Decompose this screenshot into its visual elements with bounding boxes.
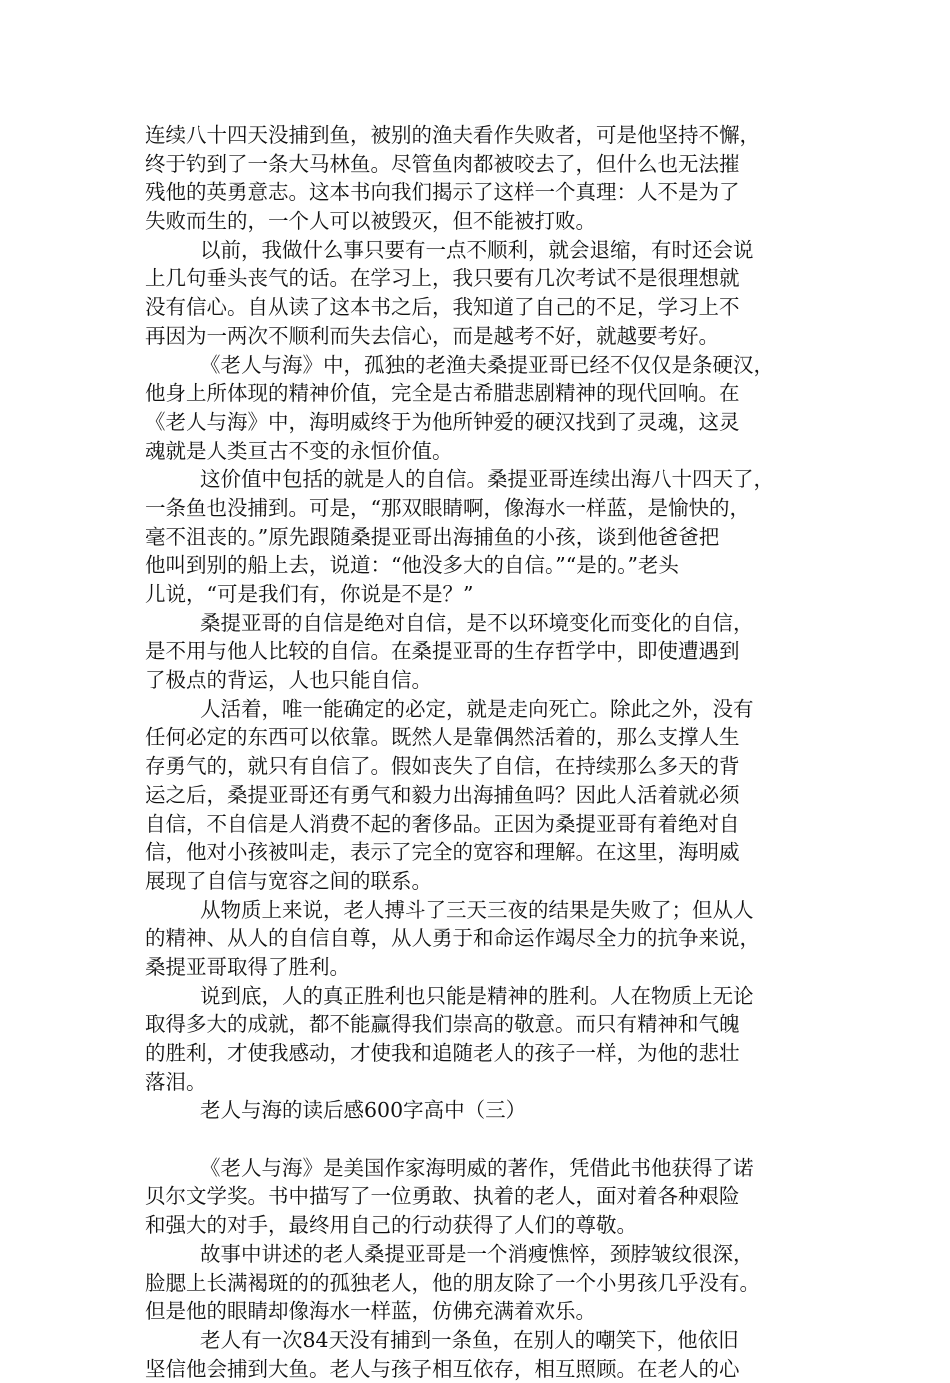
text-line: 取得多大的成就，都不能赢得我们崇高的敬意。而只有精神和气魄 [145, 1012, 740, 1037]
text-line: 信，他对小孩被叫走，表示了完全的宽容和理解。在这里，海明威 [145, 840, 740, 865]
text-line: 没有信心。自从读了这本书之后，我知道了自己的不足，学习上不 [145, 295, 740, 320]
text-line: 他叫到别的船上去，说道：“他没多大的自信。”“是的。”老头 [145, 553, 679, 578]
text-line: 坚信他会捕到大鱼。老人与孩子相互依存，相互照顾。在老人的心 [145, 1356, 740, 1381]
document-body [145, 121, 815, 1383]
text-line: 自信，不自信是人消费不起的奢侈品。正因为桑提亚哥有着绝对自 [145, 811, 740, 836]
text-line: 任何必定的东西可以依靠。既然人是靠偶然活着的，那么支撑人生 [145, 725, 740, 750]
paragraph-first-line: 《老人与海》中，孤独的老渔夫桑提亚哥已经不仅仅是条硬汉， [200, 352, 774, 377]
text-line: 再因为一两次不顺利而失去信心，而是越考不好，就越要考好。 [145, 323, 719, 348]
text-line: 终于钓到了一条大马林鱼。尽管鱼肉都被咬去了，但什么也无法摧 [145, 151, 740, 176]
text-line: 贝尔文学奖。书中描写了一位勇敢、执着的老人，面对着各种艰险 [145, 1184, 740, 1209]
text-line: 《老人与海》中，海明威终于为他所钟爱的硬汉找到了灵魂，这灵 [145, 409, 740, 434]
text-line: 儿说，“可是我们有，你说是不是？” [145, 582, 474, 606]
text-line: 的胜利，才使我感动，才使我和追随老人的孩子一样，为他的悲壮 [145, 1041, 740, 1065]
paragraph-first-line: 老人与海的读后感600字高中（三） [200, 1098, 527, 1123]
paragraph-first-line: 从物质上来说，老人搏斗了三天三夜的结果是失败了；但从人 [200, 897, 754, 922]
text-line: 存勇气的，就只有自信了。假如丧失了自信，在持续那么多天的背 [145, 754, 740, 779]
paragraph-first-line: 人活着，唯一能确定的必定，就是走向死亡。除此之外，没有 [200, 696, 754, 721]
text-line: 残他的英勇意志。这本书向我们揭示了这样一个真理：人不是为了 [145, 180, 740, 205]
text-line: 但是他的眼睛却像海水一样蓝，仿佛充满着欢乐。 [145, 1299, 596, 1324]
paragraph-first-line: 老人有一次84天没有捕到一条鱼，在别人的嘲笑下，他依旧 [200, 1327, 739, 1352]
text-line: 桑提亚哥取得了胜利。 [145, 954, 350, 979]
text-line: 运之后，桑提亚哥还有勇气和毅力出海捕鱼吗？因此人活着就必须 [145, 782, 740, 807]
text-line: 和强大的对手，最终用自己的行动获得了人们的尊敬。 [145, 1213, 637, 1238]
text-line: 毫不沮丧的。”原先跟随桑提亚哥出海捕鱼的小孩，谈到他爸爸把 [145, 524, 720, 549]
text-line: 一条鱼也没捕到。可是，“那双眼睛啊，像海水一样蓝，是愉快的， [145, 495, 750, 520]
paragraph-first-line: 故事中讲述的老人桑提亚哥是一个消瘦憔悴，颈脖皱纹很深， [200, 1241, 754, 1266]
paragraph-first-line: 《老人与海》是美国作家海明威的著作，凭借此书他获得了诺 [200, 1155, 754, 1180]
paragraph-first-line: 桑提亚哥的自信是绝对自信，是不以环境变化而变化的自信， [200, 610, 754, 635]
text-line: 的精神、从人的自信自尊，从人勇于和命运作竭尽全力的抗争来说， [145, 926, 760, 951]
paragraph-first-line: 说到底，人的真正胜利也只能是精神的胜利。人在物质上无论 [200, 983, 754, 1008]
paragraph-first-line: 这价值中包括的就是人的自信。桑提亚哥连续出海八十四天了， [200, 467, 774, 492]
text-line: 了极点的背运，人也只能自信。 [145, 668, 432, 693]
text-line: 脸腮上长满褐斑的的孤独老人，他的朋友除了一个小男孩几乎没有。 [145, 1270, 760, 1295]
text-line: 魂就是人类亘古不变的永恒价值。 [145, 438, 453, 463]
text-line: 落泪。 [145, 1069, 207, 1094]
text-line: 失败而生的，一个人可以被毁灭，但不能被打败。 [145, 209, 596, 234]
text-line: 展现了自信与宽容之间的联系。 [145, 868, 432, 893]
text-line: 上几句垂头丧气的话。在学习上，我只要有几次考试不是很理想就 [145, 266, 740, 291]
text-line: 连续八十四天没捕到鱼，被别的渔夫看作失败者，可是他坚持不懈， [145, 123, 760, 147]
text-line: 他身上所体现的精神价值，完全是古希腊悲剧精神的现代回响。在 [145, 381, 740, 406]
text-line: 是不用与他人比较的自信。在桑提亚哥的生存哲学中，即使遭遇到 [145, 639, 740, 664]
blank-line [145, 1125, 815, 1154]
paragraph-first-line: 以前，我做什么事只要有一点不顺利，就会退缩，有时还会说 [200, 237, 754, 262]
